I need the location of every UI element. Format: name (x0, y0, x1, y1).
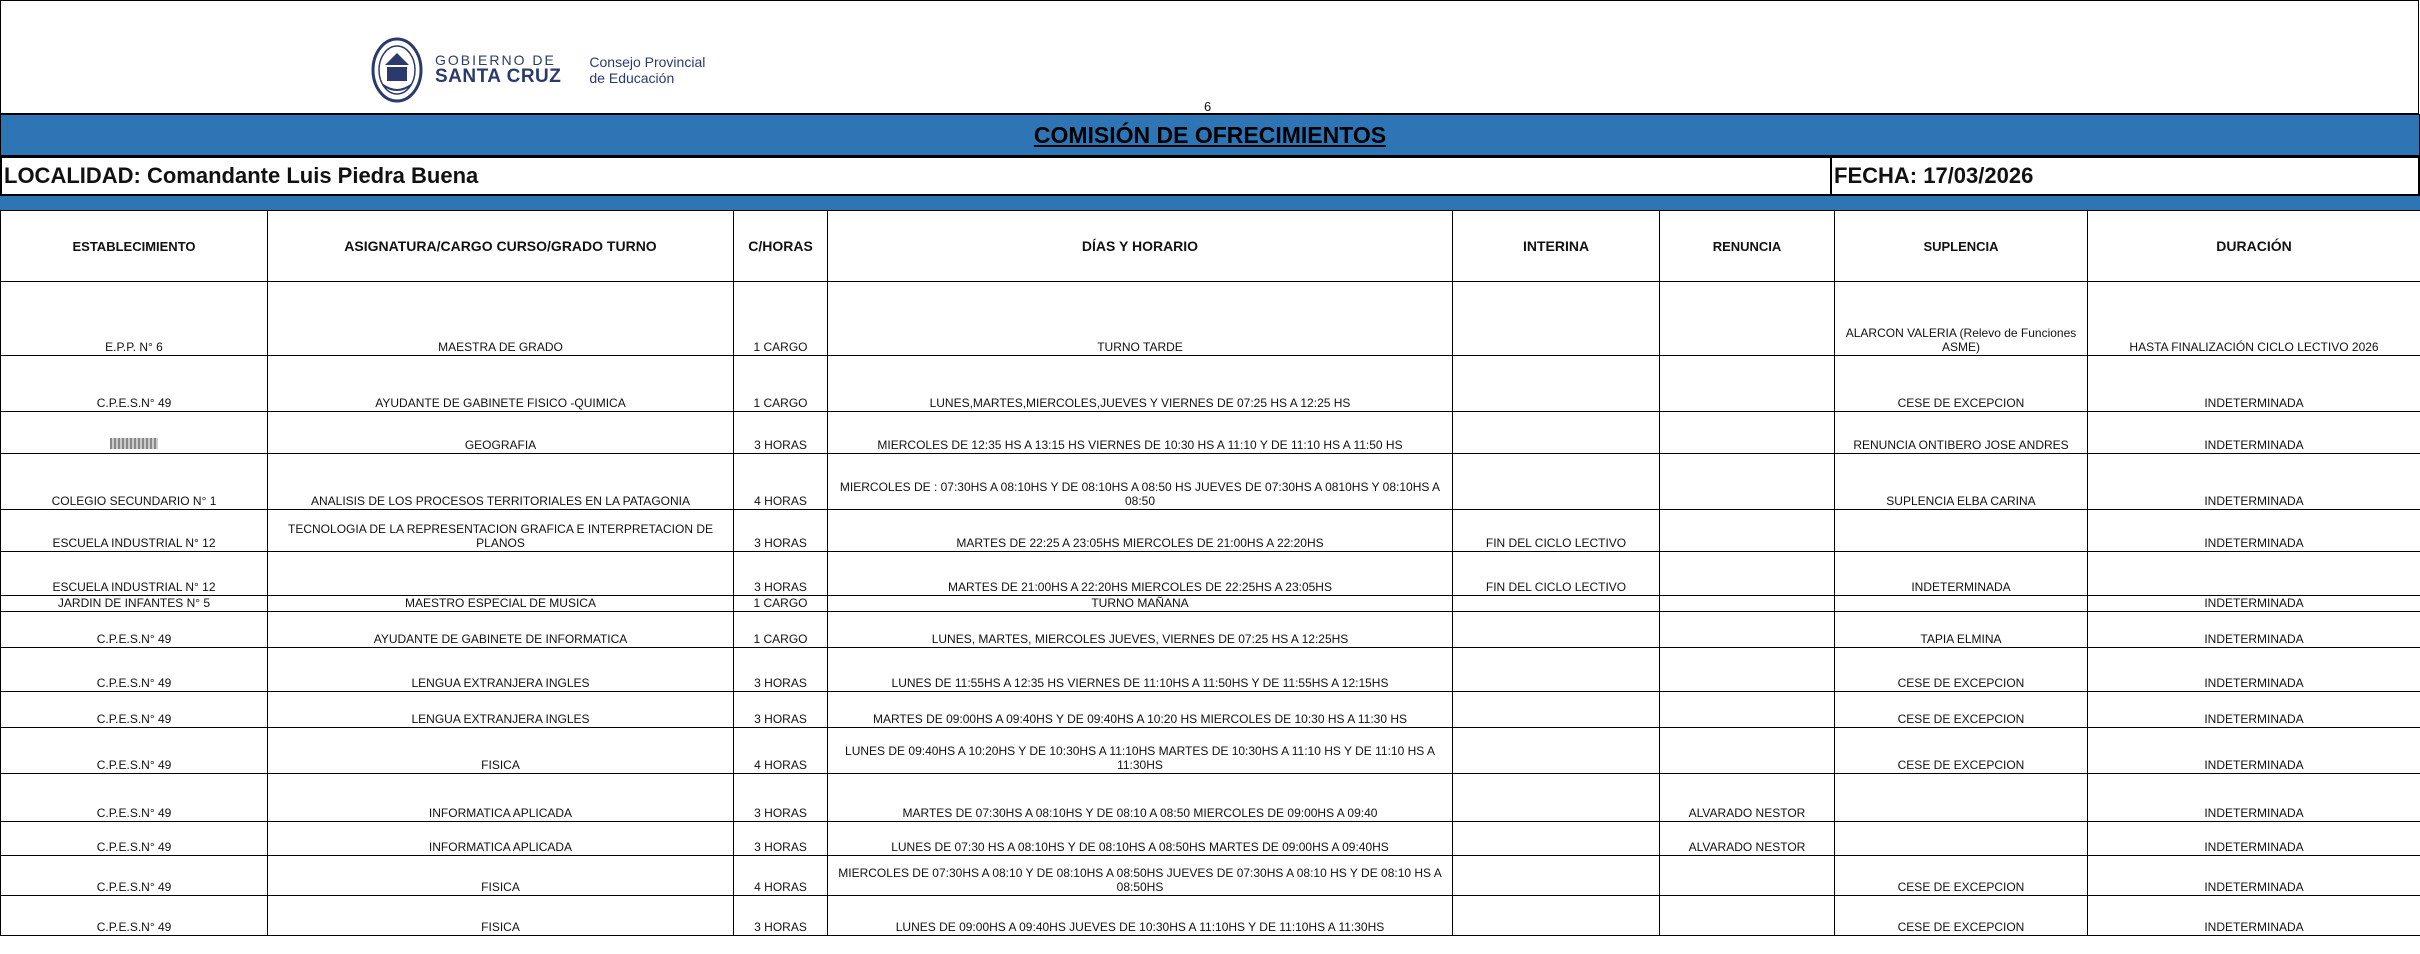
cell-interina[interactable] (1453, 612, 1660, 648)
logo-line2: SANTA CRUZ (435, 66, 562, 88)
consejo-line2: de Educación (589, 70, 675, 86)
cell-interina[interactable] (1453, 896, 1660, 936)
consejo-line1: Consejo Provincial (589, 53, 706, 70)
cell-suplencia[interactable]: TAPIA ELMINA (1835, 612, 2088, 648)
province-seal-icon (371, 37, 423, 103)
column-header: DÍAS Y HORARIO (828, 211, 1453, 282)
cell-dias[interactable]: TURNO MAÑANA (828, 596, 1453, 612)
cell-renuncia[interactable] (1660, 552, 1835, 596)
cell-asig[interactable] (268, 552, 734, 596)
cell-renuncia[interactable] (1660, 612, 1835, 648)
cell-dias[interactable]: LUNES DE 09:00HS A 09:40HS JUEVES DE 10:30HS A 11:10HS Y DE 11:10HS A 11:30HS (828, 896, 1453, 936)
cell-est[interactable]: E.P.P. N° 6 (1, 282, 268, 356)
cell-suplencia[interactable]: SUPLENCIA ELBA CARINA (1835, 454, 2088, 510)
cell-duracion[interactable]: INDETERMINADA (2088, 648, 2420, 692)
cell-duracion[interactable]: INDETERMINADA (2088, 510, 2420, 552)
cell-asig[interactable]: TECNOLOGIA DE LA REPRESENTACION GRAFICA E INTERPRETACION DE PLANOS (268, 510, 734, 552)
table-row (1, 552, 2420, 596)
table-row (1, 510, 2420, 552)
cell-horas[interactable]: 1 CARGO (734, 612, 828, 648)
redacted-text (110, 438, 158, 449)
table-row (1, 454, 2420, 510)
cell-est[interactable]: C.P.E.S.N° 49 (1, 612, 268, 648)
cell-interina[interactable] (1453, 454, 1660, 510)
table-row (1, 648, 2420, 692)
cell-dias[interactable]: MARTES DE 22:25 A 23:05HS MIERCOLES DE 21:00HS A 22:20HS (828, 510, 1453, 552)
cell-dias[interactable]: LUNES, MARTES, MIERCOLES JUEVES, VIERNES DE 07:25 HS A 12:25HS (828, 612, 1453, 648)
cell-asig[interactable]: ANALISIS DE LOS PROCESOS TERRITORIALES EN LA PATAGONIA (268, 454, 734, 510)
cell-interina[interactable] (1453, 596, 1660, 612)
cell-dias[interactable]: MARTES DE 07:30HS A 08:10HS Y DE 08:10 A 08:50 MIERCOLES DE 09:00HS A 09:40 (828, 774, 1453, 822)
cell-est[interactable]: C.P.E.S.N° 49 (1, 692, 268, 728)
cell-renuncia[interactable] (1660, 596, 1835, 612)
cell-duracion[interactable]: INDETERMINADA (2088, 454, 2420, 510)
table-row (1, 692, 2420, 728)
cell-asig[interactable]: FISICA (268, 896, 734, 936)
cell-asig[interactable]: INFORMATICA APLICADA (268, 822, 734, 856)
cell-horas[interactable]: 3 HORAS (734, 692, 828, 728)
cell-est[interactable]: C.P.E.S.N° 49 (1, 774, 268, 822)
cell-suplencia[interactable]: CESE DE EXCEPCION (1835, 356, 2088, 412)
government-logo (371, 37, 705, 103)
cell-renuncia[interactable]: ALVARADO NESTOR (1660, 774, 1835, 822)
cell-suplencia[interactable] (1835, 596, 2088, 612)
cell-interina[interactable] (1453, 412, 1660, 454)
cell-dias[interactable]: MARTES DE 21:00HS A 22:20HS MIERCOLES DE 22:25HS A 23:05HS (828, 552, 1453, 596)
locality-cell[interactable]: LOCALIDAD: Comandante Luis Piedra Buena (2, 158, 1832, 194)
cell-interina[interactable] (1453, 822, 1660, 856)
cell-dias[interactable]: MIERCOLES DE 12:35 HS A 13:15 HS VIERNES DE 10:30 HS A 11:10 Y DE 11:10 HS A 11:50 HS (828, 412, 1453, 454)
table-row (1, 728, 2420, 774)
cell-renuncia[interactable] (1660, 282, 1835, 356)
cell-renuncia[interactable] (1660, 356, 1835, 412)
document-header (0, 0, 2419, 114)
locality-row (0, 156, 2420, 196)
column-header: RENUNCIA (1660, 211, 1835, 282)
cell-est[interactable]: C.P.E.S.N° 49 (1, 728, 268, 774)
cell-dias[interactable]: MIERCOLES DE 07:30HS A 08:10 Y DE 08:10HS A 08:50HS JUEVES DE 07:30HS A 08:10 HS Y DE 08:10 HS A 08:50HS (828, 856, 1453, 896)
page-number: 6 (1204, 99, 1212, 114)
cell-asig[interactable]: AYUDANTE DE GABINETE FISICO -QUIMICA (268, 356, 734, 412)
cell-interina[interactable] (1453, 692, 1660, 728)
cell-horas[interactable]: 4 HORAS (734, 454, 828, 510)
table-row (1, 596, 2420, 612)
cell-horas[interactable]: 4 HORAS (734, 856, 828, 896)
logo-line1: GOBIERNO DE (435, 51, 556, 68)
cell-renuncia[interactable] (1660, 728, 1835, 774)
cell-interina[interactable]: FIN DEL CICLO LECTIVO (1453, 510, 1660, 552)
cell-duracion[interactable]: INDETERMINADA (2088, 822, 2420, 856)
cell-interina[interactable] (1453, 856, 1660, 896)
cell-interina[interactable] (1453, 648, 1660, 692)
column-header: ESTABLECIMIENTO (1, 211, 268, 282)
cell-dias[interactable]: LUNES DE 11:55HS A 12:35 HS VIERNES DE 11:10HS A 11:50HS Y DE 11:55HS A 12:15HS (828, 648, 1453, 692)
cell-interina[interactable] (1453, 774, 1660, 822)
table-row (1, 282, 2420, 356)
cell-est[interactable]: JARDIN DE INFANTES N° 5 (1, 596, 268, 612)
cell-suplencia[interactable] (1835, 822, 2088, 856)
cell-duracion[interactable] (2088, 552, 2420, 596)
cell-asig[interactable]: MAESTRO ESPECIAL DE MUSICA (268, 596, 734, 612)
cell-asig[interactable]: AYUDANTE DE GABINETE DE INFORMATICA (268, 612, 734, 648)
table-row (1, 774, 2420, 822)
cell-horas[interactable]: 3 HORAS (734, 510, 828, 552)
cell-est[interactable]: C.P.E.S.N° 49 (1, 648, 268, 692)
cell-suplencia[interactable]: INDETERMINADA (1835, 552, 2088, 596)
cell-dias[interactable]: MARTES DE 09:00HS A 09:40HS Y DE 09:40HS A 10:20 HS MIERCOLES DE 10:30 HS A 11:30 HS (828, 692, 1453, 728)
cell-suplencia[interactable]: CESE DE EXCEPCION (1835, 648, 2088, 692)
cell-est[interactable]: COLEGIO SECUNDARIO N° 1 (1, 454, 268, 510)
cell-asig[interactable]: INFORMATICA APLICADA (268, 774, 734, 822)
cell-duracion[interactable]: INDETERMINADA (2088, 774, 2420, 822)
cell-horas[interactable]: 3 HORAS (734, 552, 828, 596)
cell-dias[interactable]: MIERCOLES DE : 07:30HS A 08:10HS Y DE 08:10HS A 08:50 HS JUEVES DE 07:30HS A 0810HS Y 08:10HS A 08:50 (828, 454, 1453, 510)
cell-interina[interactable] (1453, 356, 1660, 412)
cell-horas[interactable]: 3 HORAS (734, 774, 828, 822)
cell-horas[interactable]: 1 CARGO (734, 356, 828, 412)
cell-duracion[interactable]: INDETERMINADA (2088, 356, 2420, 412)
cell-dias[interactable]: LUNES DE 09:40HS A 10:20HS Y DE 10:30HS A 11:10HS MARTES DE 10:30HS A 11:10 HS Y DE 11:10 HS A 11:30HS (828, 728, 1453, 774)
cell-renuncia[interactable] (1660, 454, 1835, 510)
title-band (0, 114, 2420, 156)
table-row (1, 412, 2420, 454)
cell-suplencia[interactable]: ALARCON VALERIA (Relevo de Funciones ASME) (1835, 282, 2088, 356)
table-row (1, 896, 2420, 936)
cell-dias[interactable]: LUNES DE 07:30 HS A 08:10HS Y DE 08:10HS A 08:50HS MARTES DE 09:00HS A 09:40HS (828, 822, 1453, 856)
cell-duracion[interactable]: INDETERMINADA (2088, 692, 2420, 728)
cell-est[interactable] (1, 412, 268, 454)
table-header-row (1, 211, 2420, 282)
cell-suplencia[interactable]: RENUNCIA ONTIBERO JOSE ANDRES (1835, 412, 2088, 454)
cell-dias[interactable]: TURNO TARDE (828, 282, 1453, 356)
cell-renuncia[interactable] (1660, 896, 1835, 936)
cell-est[interactable]: ESCUELA INDUSTRIAL N° 12 (1, 510, 268, 552)
cell-suplencia[interactable]: CESE DE EXCEPCION (1835, 896, 2088, 936)
cell-renuncia[interactable] (1660, 510, 1835, 552)
cell-duracion[interactable]: HASTA FINALIZACIÓN CICLO LECTIVO 2026 (2088, 282, 2420, 356)
cell-asig[interactable]: MAESTRA DE GRADO (268, 282, 734, 356)
cell-dias[interactable]: LUNES,MARTES,MIERCOLES,JUEVES Y VIERNES DE 07:25 HS A 12:25 HS (828, 356, 1453, 412)
column-header: DURACIÓN (2088, 211, 2420, 282)
gobierno-text (435, 53, 561, 88)
date-cell[interactable]: FECHA: 17/03/2026 (1834, 163, 2034, 188)
column-header: SUPLENCIA (1835, 211, 2088, 282)
cell-interina[interactable]: FIN DEL CICLO LECTIVO (1453, 552, 1660, 596)
cell-horas[interactable]: 3 HORAS (734, 822, 828, 856)
cell-horas[interactable]: 3 HORAS (734, 896, 828, 936)
cell-horas[interactable]: 3 HORAS (734, 412, 828, 454)
cell-duracion[interactable]: INDETERMINADA (2088, 728, 2420, 774)
cell-horas[interactable]: 3 HORAS (734, 648, 828, 692)
cell-interina[interactable] (1453, 728, 1660, 774)
page-title: COMISIÓN DE OFRECIMIENTOS (1033, 121, 1387, 148)
table-row (1, 822, 2420, 856)
cell-renuncia[interactable] (1660, 648, 1835, 692)
cell-renuncia[interactable]: ALVARADO NESTOR (1660, 822, 1835, 856)
cell-asig[interactable]: LENGUA EXTRANJERA INGLES (268, 648, 734, 692)
consejo-text (589, 54, 705, 86)
table-row (1, 356, 2420, 412)
cell-horas[interactable]: 4 HORAS (734, 728, 828, 774)
column-header: INTERINA (1453, 211, 1660, 282)
cell-duracion[interactable]: INDETERMINADA (2088, 612, 2420, 648)
column-header: ASIGNATURA/CARGO CURSO/GRADO TURNO (268, 211, 734, 282)
cell-suplencia[interactable] (1835, 510, 2088, 552)
cell-horas[interactable]: 1 CARGO (734, 596, 828, 612)
cell-suplencia[interactable]: CESE DE EXCEPCION (1835, 692, 2088, 728)
cell-est[interactable]: C.P.E.S.N° 49 (1, 896, 268, 936)
offers-table (0, 210, 2420, 936)
cell-asig[interactable]: LENGUA EXTRANJERA INGLES (268, 692, 734, 728)
blue-separator (0, 196, 2420, 210)
cell-suplencia[interactable]: CESE DE EXCEPCION (1835, 856, 2088, 896)
cell-renuncia[interactable] (1660, 856, 1835, 896)
cell-suplencia[interactable] (1835, 774, 2088, 822)
cell-renuncia[interactable] (1660, 692, 1835, 728)
cell-asig[interactable]: FISICA (268, 728, 734, 774)
cell-duracion[interactable]: INDETERMINADA (2088, 412, 2420, 454)
cell-interina[interactable] (1453, 282, 1660, 356)
cell-horas[interactable]: 1 CARGO (734, 282, 828, 356)
cell-duracion[interactable]: INDETERMINADA (2088, 856, 2420, 896)
cell-asig[interactable]: GEOGRAFIA (268, 412, 734, 454)
table-row (1, 856, 2420, 896)
column-header: C/HORAS (734, 211, 828, 282)
cell-est[interactable]: ESCUELA INDUSTRIAL N° 12 (1, 552, 268, 596)
cell-asig[interactable]: FISICA (268, 856, 734, 896)
cell-duracion[interactable]: INDETERMINADA (2088, 596, 2420, 612)
cell-est[interactable]: C.P.E.S.N° 49 (1, 356, 268, 412)
cell-renuncia[interactable] (1660, 412, 1835, 454)
cell-est[interactable]: C.P.E.S.N° 49 (1, 822, 268, 856)
cell-est[interactable]: C.P.E.S.N° 49 (1, 856, 268, 896)
cell-suplencia[interactable]: CESE DE EXCEPCION (1835, 728, 2088, 774)
cell-duracion[interactable]: INDETERMINADA (2088, 896, 2420, 936)
table-row (1, 612, 2420, 648)
